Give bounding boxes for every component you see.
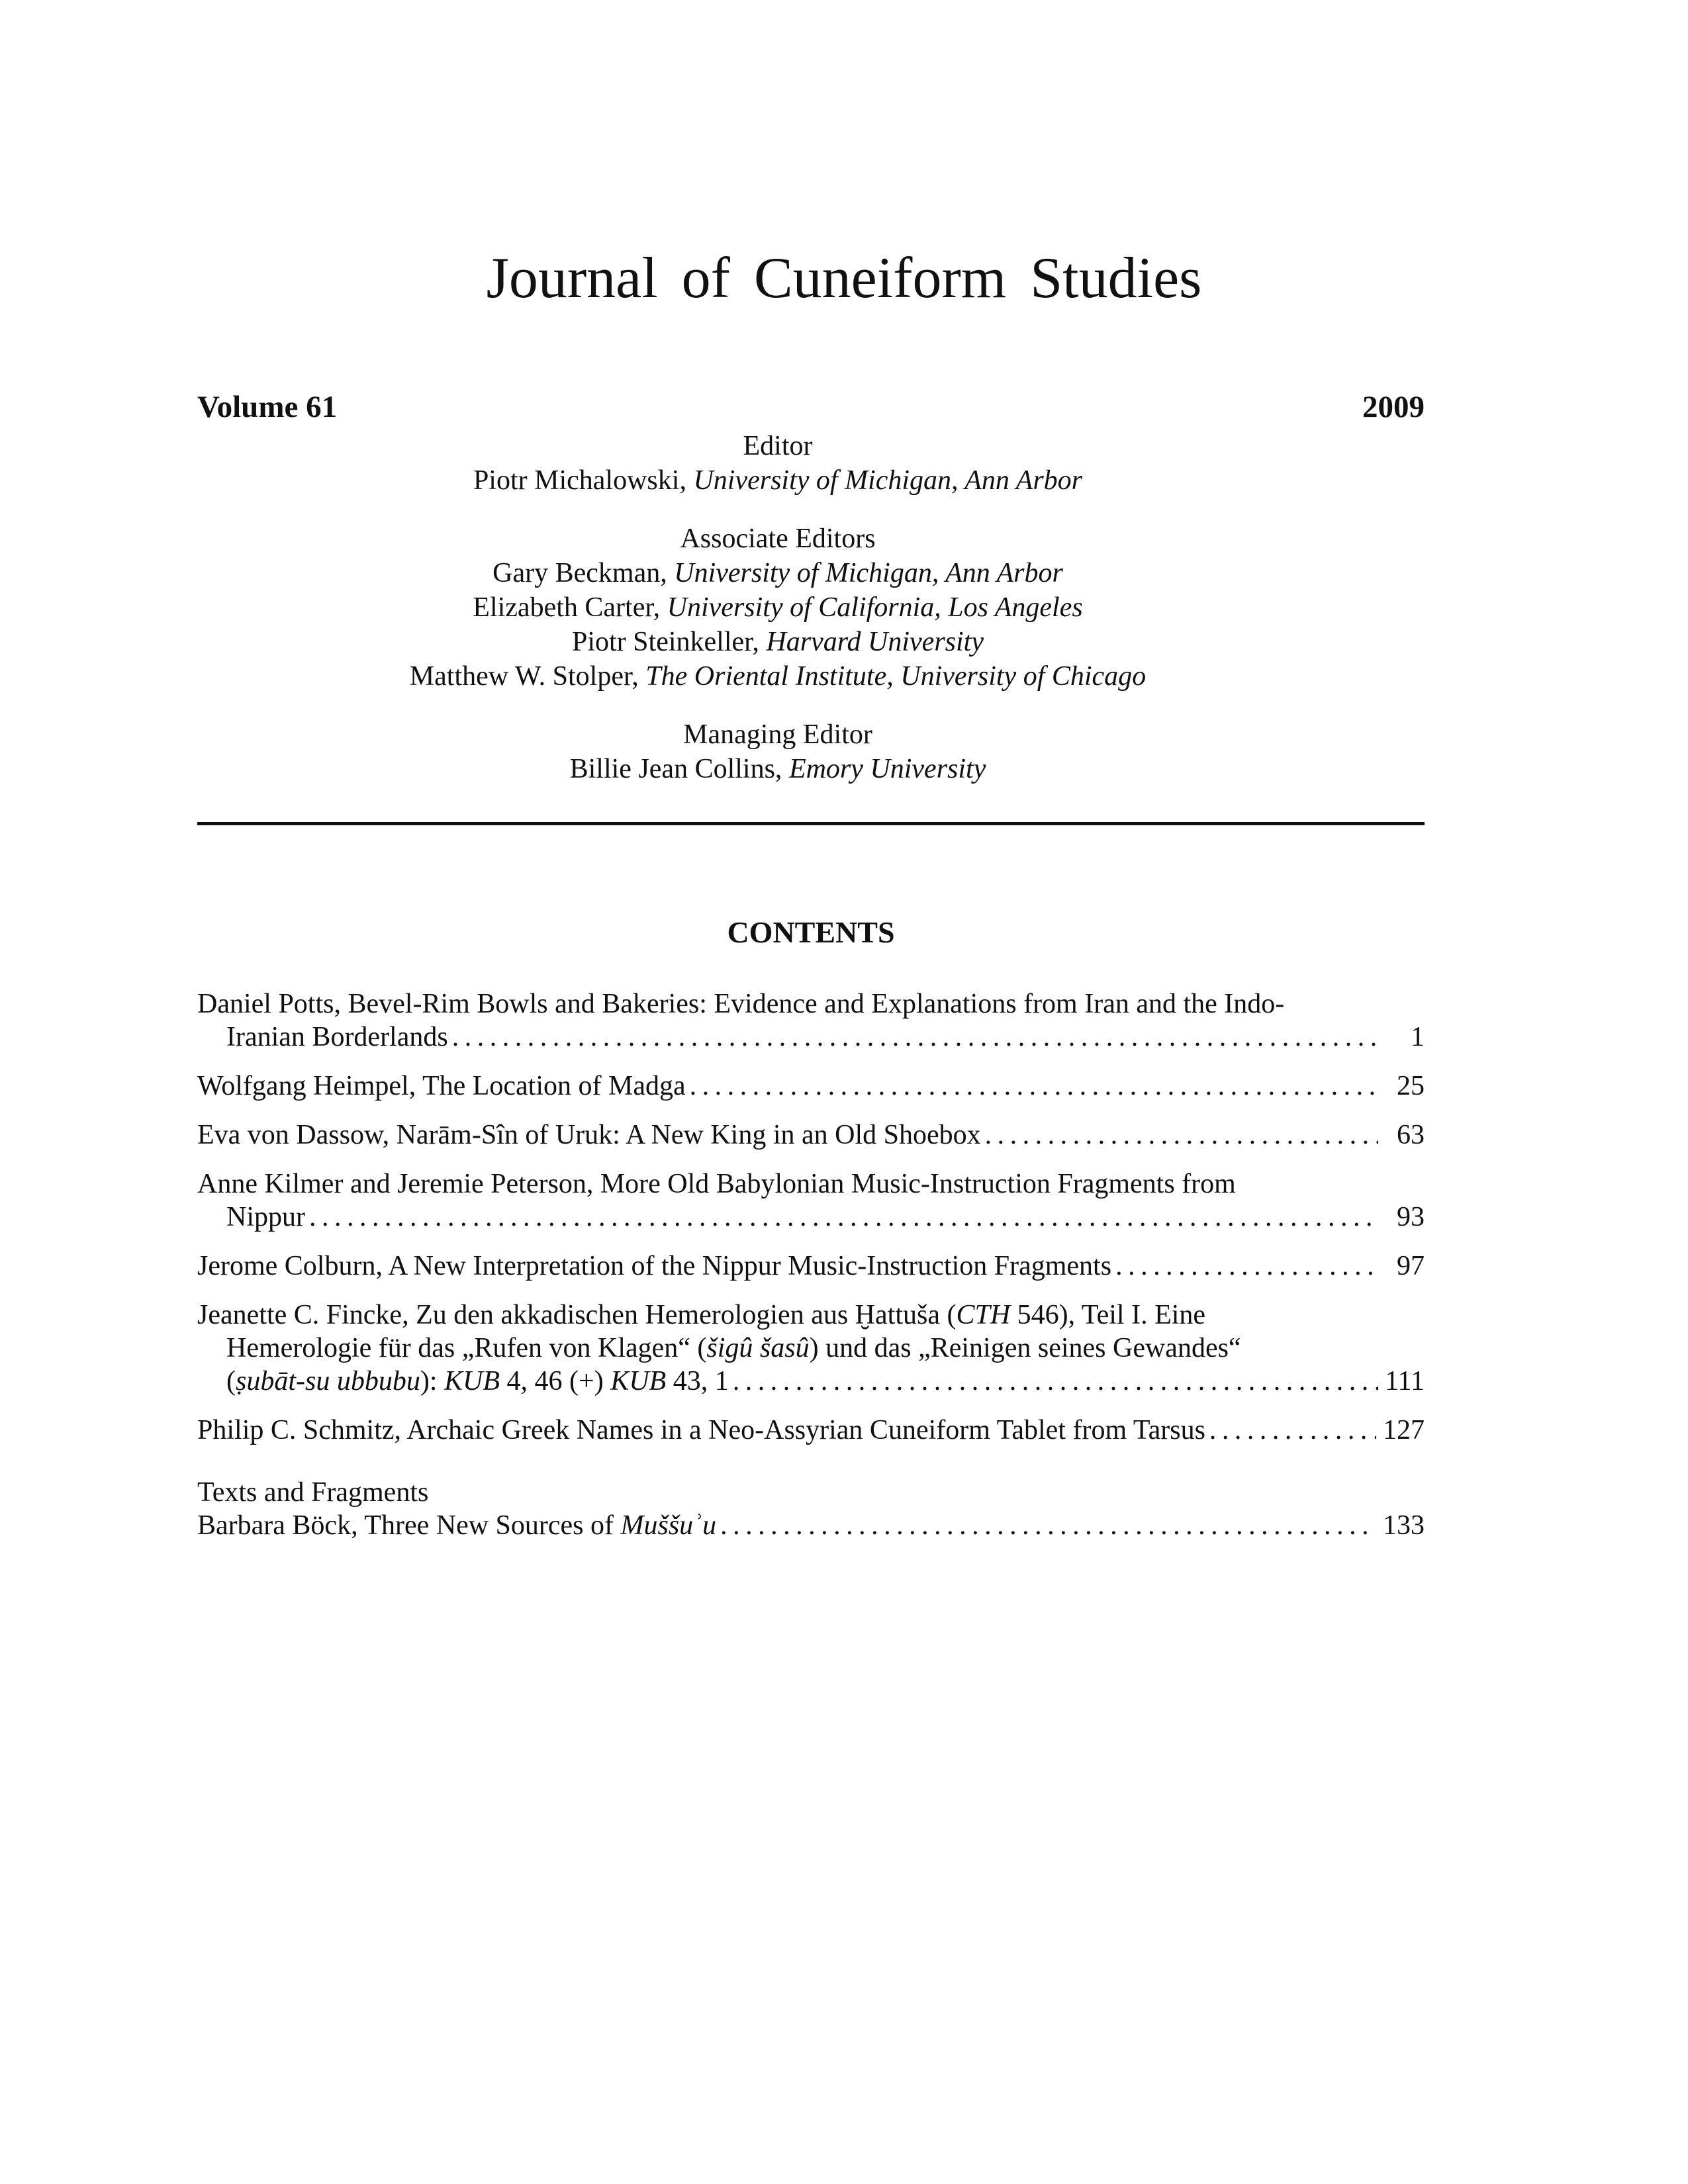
italic-text: Muššuʾu xyxy=(620,1510,717,1541)
masthead xyxy=(0,429,1556,810)
toc-entry-line xyxy=(197,1167,1425,1201)
text-segment: Philip C. Schmitz, Archaic Greek Names in a Neo-Assyrian Cuneiform Tablet from Tarsus xyxy=(197,1415,1205,1445)
masthead-person xyxy=(0,659,1556,694)
toc-entry-text xyxy=(197,1414,1205,1447)
toc-entry-text xyxy=(197,1069,686,1103)
dot-leader xyxy=(985,1118,1378,1152)
volume-row xyxy=(197,389,1425,425)
toc-entry-line xyxy=(197,1332,1425,1365)
dot-leader xyxy=(690,1069,1378,1103)
journal-title: Journal of Cuneiform Studies xyxy=(486,246,1202,310)
person-affiliation: University of California, Los Angeles xyxy=(667,592,1083,623)
text-segment: Eva von Dassow, Narām-Sîn of Uruk: A New King in an Old Shoebox xyxy=(197,1120,981,1150)
toc-entry[interactable] xyxy=(197,987,1425,1054)
toc-entry-line xyxy=(197,1201,1425,1234)
divider-rule xyxy=(197,822,1425,825)
page-number: 93 xyxy=(1397,1202,1425,1232)
page-number: 1 xyxy=(1411,1022,1425,1052)
dot-leader xyxy=(452,1021,1378,1054)
toc-entry-text xyxy=(197,1169,1236,1199)
italic-text: CTH xyxy=(956,1300,1011,1330)
toc-entry[interactable] xyxy=(197,1509,1425,1542)
toc-entry-text xyxy=(226,1333,1241,1363)
toc-entry[interactable] xyxy=(197,1118,1425,1152)
italic-text: šigû šasû xyxy=(706,1333,810,1363)
toc-entry-text xyxy=(226,1365,729,1398)
person-name: Piotr Michalowski, xyxy=(473,465,694,496)
toc-entry-line xyxy=(197,1414,1425,1447)
masthead-group xyxy=(0,717,1556,786)
toc-entry-line xyxy=(197,1509,1425,1542)
text-segment: Nippur xyxy=(226,1202,305,1232)
text-segment: 546), Teil I. Eine xyxy=(1010,1300,1206,1330)
toc-entry-text xyxy=(197,1509,716,1542)
toc-entry-line xyxy=(197,1298,1425,1332)
toc-entry-line xyxy=(197,1021,1425,1054)
text-segment: ) und das „Reinigen seines Gewandes“ xyxy=(809,1333,1241,1363)
person-name: Matthew W. Stolper, xyxy=(409,661,646,692)
person-name: Billie Jean Collins, xyxy=(569,754,789,784)
toc-entry[interactable] xyxy=(197,1414,1425,1447)
page-number: 133 xyxy=(1383,1510,1425,1541)
italic-text: ṣubāt-su ubbubu xyxy=(236,1366,420,1396)
page-number: 127 xyxy=(1383,1415,1425,1445)
person-affiliation: University of Michigan, Ann Arbor xyxy=(693,465,1083,496)
toc-entry[interactable] xyxy=(197,1298,1425,1398)
toc-entry-text xyxy=(197,989,1284,1019)
table-of-contents xyxy=(197,987,1425,1558)
text-segment: 4, 46 (+) xyxy=(500,1366,611,1396)
toc-entry-line xyxy=(197,1118,1425,1152)
masthead-group xyxy=(0,429,1556,498)
dot-leader xyxy=(733,1365,1378,1398)
page-number: 111 xyxy=(1385,1366,1425,1396)
toc-entry-line xyxy=(197,987,1425,1021)
page-number: 63 xyxy=(1397,1120,1425,1150)
person-affiliation: University of Michigan, Ann Arbor xyxy=(674,558,1063,588)
page-number: 97 xyxy=(1397,1251,1425,1281)
toc-entry-text xyxy=(197,1250,1111,1283)
dot-leader xyxy=(1209,1414,1376,1447)
dot-leader xyxy=(1115,1250,1378,1283)
masthead-person xyxy=(0,625,1556,659)
toc-entry-text xyxy=(197,1118,981,1152)
text-segment: Iranian Borderlands xyxy=(226,1022,448,1052)
toc-entry-text xyxy=(226,1201,305,1234)
masthead-person xyxy=(0,556,1556,590)
person-affiliation: Harvard University xyxy=(766,627,984,657)
text-segment: ): xyxy=(420,1366,445,1396)
toc-entry-line xyxy=(197,1365,1425,1398)
text-segment: 43, 1 xyxy=(666,1366,729,1396)
italic-text: KUB xyxy=(444,1366,500,1396)
person-affiliation: The Oriental Institute, University of Chicago xyxy=(645,661,1147,692)
italic-text: KUB xyxy=(610,1366,667,1396)
toc-entry[interactable] xyxy=(197,1250,1425,1283)
text-segment: Barbara Böck, Three New Sources of xyxy=(197,1510,621,1541)
masthead-role: Managing Editor xyxy=(683,719,872,750)
masthead-role: Associate Editors xyxy=(680,523,876,554)
masthead-person xyxy=(0,752,1556,786)
masthead-person xyxy=(0,590,1556,625)
text-segment: ( xyxy=(226,1366,236,1396)
person-affiliation: Emory University xyxy=(788,754,986,784)
volume-year: 2009 xyxy=(1362,390,1425,424)
page-number: 25 xyxy=(1397,1071,1425,1101)
text-segment: Jerome Colburn, A New Interpretation of the Nippur Music-Instruction Fragments xyxy=(197,1251,1112,1281)
toc-entry-line xyxy=(197,1069,1425,1103)
text-segment: Jeanette C. Fincke, Zu den akkadischen Hemerologien aus Ḫattuša ( xyxy=(197,1300,957,1330)
toc-entry-text xyxy=(197,1300,1205,1330)
contents-heading: CONTENTS xyxy=(727,915,895,949)
masthead-group xyxy=(0,522,1556,694)
person-name: Elizabeth Carter, xyxy=(473,592,667,623)
section-heading: Texts and Fragments xyxy=(197,1477,429,1508)
toc-entry-text xyxy=(226,1021,448,1054)
person-name: Gary Beckman, xyxy=(492,558,675,588)
masthead-role: Editor xyxy=(743,431,813,461)
toc-entry[interactable] xyxy=(197,1167,1425,1234)
toc-entry-line xyxy=(197,1250,1425,1283)
toc-entry[interactable] xyxy=(197,1069,1425,1103)
dot-leader xyxy=(309,1201,1378,1234)
text-segment: Daniel Potts, Bevel-Rim Bowls and Bakeries: Evidence and Explanations from Iran and the Indo- xyxy=(197,989,1285,1019)
person-name: Piotr Steinkeller, xyxy=(571,627,767,657)
volume-number: Volume 61 xyxy=(197,390,338,424)
text-segment: Hemerologie für das „Rufen von Klagen“ ( xyxy=(226,1333,707,1363)
text-segment: Wolfgang Heimpel, The Location of Madga xyxy=(197,1071,686,1101)
dot-leader xyxy=(720,1509,1376,1542)
text-segment: Anne Kilmer and Jeremie Peterson, More Old Babylonian Music-Instruction Fragments from xyxy=(197,1169,1236,1199)
masthead-person xyxy=(0,463,1556,498)
